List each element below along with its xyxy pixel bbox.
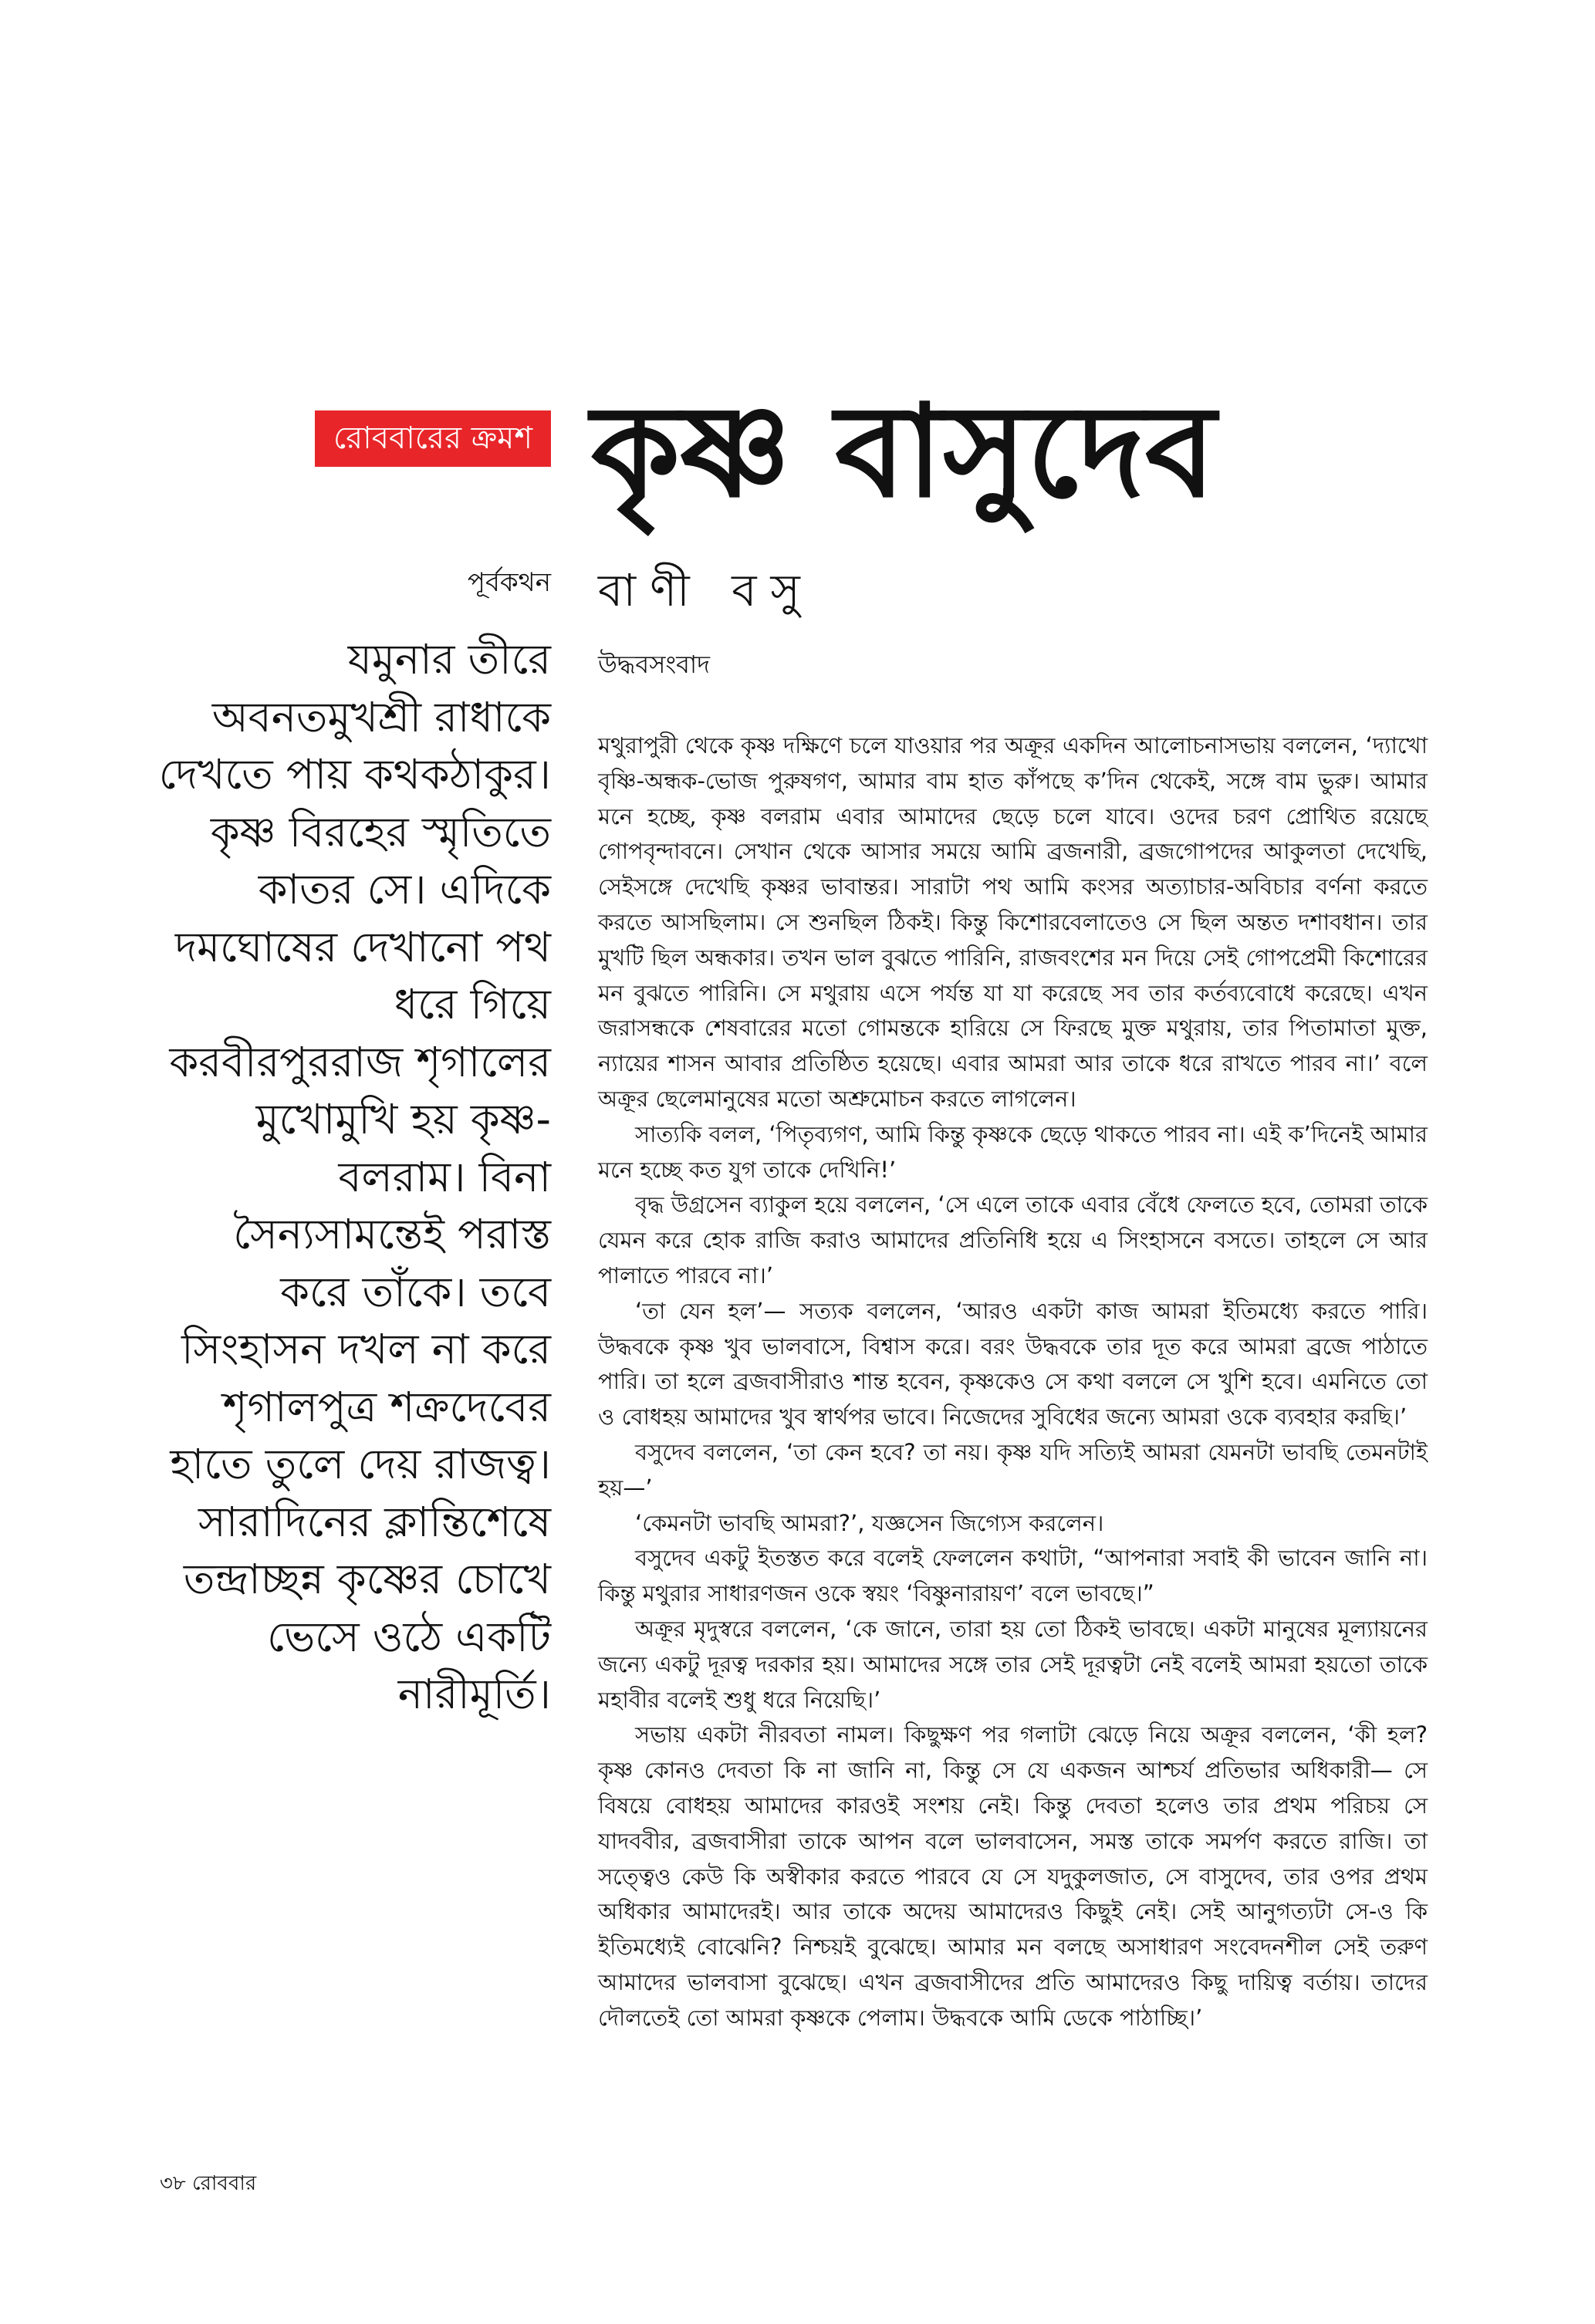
pull-quote-line: কাতর সে। এদিকে (258, 865, 551, 914)
article-title: কৃষ্ণ বাসুদেব (591, 377, 1216, 525)
series-badge: রোববারের ক্রমশ (315, 410, 551, 467)
body-paragraph: মথুরাপুরী থেকে কৃষ্ণ দক্ষিণে চলে যাওয়ার পর অক্রূর একদিন আলোচনাসভায় বললেন, ‘দ্যাখো বৃষ্ণি-অন্ধক-ভোজ পুরুষগণ, আমার বাম হাত কাঁপছে ক’দিন থেকেই, সঙ্গে বাম ভুরু। আমার মনে হচ্ছে, কৃষ্ণ বলরাম এবার আমাদের ছেড়ে চলে যাবে। ওদের চরণ প্রোথিত রয়েছে গোপবৃন্দাবনে। সেখান থেকে আসার সময়ে আমি ব্রজনারী, ব্রজগোপদের আকুলতা দেখেছি, সেইসঙ্গে দেখেছি কৃষ্ণর ভাবান্তর। সারাটা পথ আমি কংসর অত্যাচার-অবিচার বর্ণনা করতে করতে আসছিলাম। সে শুনছিল ঠিকই। কিন্তু কিশোরবেলাতেও সে ছিল অন্তত দশাবধান। তার মুখটি ছিল অন্ধকার। তখন ভাল বুঝতে পারিনি, রাজবংশের মন দিয়ে সেই গোপপ্রেমী কিশোরের মন বুঝতে পারিনি। সে মথুরায় এসে পর্যন্ত যা যা করেছে সব তার কর্তব্যবোধে করেছে। এখন জরাসন্ধকে শেষবারের মতো গোমন্তকে হারিয়ে সে ফিরছে মুক্ত মথুরায়, তার পিতামাতা মুক্ত, ন্যায়ের শাসন আবার প্রতিষ্ঠিত হয়েছে। এবার আমরা আর তাকে ধরে রাখতে পারব না।’ বলে অক্রূর ছেলেমানুষের মতো অশ্রুমোচন করতে লাগলেন। (598, 732, 1428, 1112)
author-name: বাণী বসু (598, 564, 814, 616)
pull-quote-line: সিংহাসন দখল না করে (181, 1325, 551, 1373)
pull-quote-line: কৃষ্ণ বিরহের স্মৃতিতে (210, 807, 551, 856)
pull-quote-line: শৃগালপুত্র শক্রদেবের (222, 1382, 551, 1431)
body-paragraph: সাত্যকি বলল, ‘পিতৃব্যগণ, আমি কিন্তু কৃষ্ণকে ছেড়ে থাকতে পারব না। এই ক’দিনেই আমার মনে হচ্ছে কত যুগ তাকে দেখিনি!’ (598, 1120, 1428, 1183)
pull-quote-line: বলরাম। বিনা (338, 1152, 551, 1201)
pull-quote-line: ভেসে ওঠে একটি (267, 1612, 551, 1661)
pull-quote-line: ধরে গিয়ে (394, 980, 551, 1029)
pull-quote-line: হাতে তুলে দেয় রাজত্ব। (170, 1440, 551, 1488)
pull-quote (119, 631, 551, 1724)
pull-quote-line: অবনতমুখশ্রী রাধাকে (211, 692, 551, 741)
pull-quote-line: সৈন্যসামন্তেই পরাস্ত (233, 1210, 551, 1258)
pull-quote-line: যমুনার তীরে (347, 635, 551, 684)
body-paragraph: ‘তা যেন হল’— সত্যক বললেন, ‘আরও একটা কাজ আমরা ইতিমধ্যে করতে পারি। উদ্ধবকে কৃষ্ণ খুব ভালবাসে, বিশ্বাস করে। বরং উদ্ধবকে তার দূত করে আমরা ব্রজে পাঠাতে পারি। তা হলে ব্রজবাসীরাও শান্ত হবেন, কৃষ্ণকেও সে কথা বললে সে খুশি হবে। এমনিতে তো ও বোধহয় আমাদের খুব স্বার্থপর ভাবে। নিজেদের সুবিধের জন্যে আমরা ওকে ব্যবহার করছি।’ (598, 1297, 1428, 1431)
pull-quote-line: করবীরপুররাজ শৃগালের (169, 1037, 551, 1086)
pull-quote-line: দেখতে পায় কথকঠাকুর। (158, 750, 551, 799)
pull-quote-line: নারীমূর্তি। (397, 1670, 551, 1718)
body-paragraph: অক্রূর মৃদুস্বরে বললেন, ‘কে জানে, তারা হয় তো ঠিকই ভাবছে। একটা মানুষের মূল্যায়নের জন্যে একটু দূরত্ব দরকার হয়। আমাদের সঙ্গে তার সেই দূরত্বটা নেই বলেই আমরা হয়তো তাকে মহাবীর বলেই শুধু ধরে নিয়েছি।’ (598, 1615, 1428, 1713)
body-paragraph: বৃদ্ধ উগ্রসেন ব্যাকুল হয়ে বললেন, ‘সে এলে তাকে এবার বেঁধে ফেলতে হবে, তোমরা তাকে যেমন করে হোক রাজি করাও আমাদের প্রতিনিধি হয়ে এ সিংহাসনে বসতে। তাহলে সে আর পালাতে পারবে না।’ (598, 1191, 1428, 1289)
body-paragraph: বসুদেব বললেন, ‘তা কেন হবে? তা নয়। কৃষ্ণ যদি সত্যিই আমরা যেমনটা ভাবছি তেমনটাই হয়—’ (598, 1438, 1428, 1501)
pull-quote-line: সারাদিনের ক্লান্তিশেষে (198, 1497, 551, 1546)
pull-quote-line: মুখোমুখি হয় কৃষ্ণ- (255, 1095, 551, 1143)
pull-quote-line: তন্দ্রাচ্ছন্ন কৃষ্ণের চোখে (183, 1555, 551, 1603)
pull-quote-line: দমঘোষের দেখানো পথ (174, 922, 551, 971)
body-paragraph: বসুদেব একটু ইতস্তত করে বলেই ফেললেন কথাটা, “আপনারা সবাই কী ভাবেন জানি না। কিন্তু মথুরার সাধারণজন ওকে স্বয়ং ‘বিষ্ণুনারায়ণ’ বলে ভাবছে।” (598, 1545, 1428, 1607)
pull-quote-line: করে তাঁকে। তবে (280, 1267, 551, 1316)
page-footer: ৩৮ রোববার (160, 2172, 257, 2195)
prologue-label: পূর্বকথন (467, 567, 551, 598)
body-paragraph: ‘কেমনটা ভাবছি আমরা?’, যজ্ঞসেন জিগ্যেস করলেন। (635, 1509, 1104, 1536)
section-title: উদ্ধবসংবাদ (598, 650, 711, 679)
body-paragraph: সভায় একটা নীরবতা নামল। কিছুক্ষণ পর গলাটা ঝেড়ে নিয়ে অক্রূর বললেন, ‘কী হল? কৃষ্ণ কোনও দেবতা কি না জানি না, কিন্তু সে যে একজন আশ্চর্য প্রতিভার অধিকারী— সে বিষয়ে বোধহয় আমাদের কারওই সংশয় নেই। কিন্তু দেবতা হলেও তার প্রথম পরিচয় সে যাদববীর, ব্রজবাসীরা তাকে আপন বলে ভালবাসেন, সমস্ত তাকে সমর্পণ করতে রাজি। তা সত্ত্বেও কেউ কি অস্বীকার করতে পারবে যে সে যদুকুলজাত, সে বাসুদেব, তার ওপর প্রথম অধিকার আমাদেরই। আর তাকে অদেয় আমাদেরও কিছুই নেই। সেই আনুগত্যটা সে-ও কি ইতিমধ্যেই বোঝেনি? নিশ্চয়ই বুঝেছে। আমার মন বলছে অসাধারণ সংবেদনশীল সেই তরুণ আমাদের ভালবাসা বুঝেছে। এখন ব্রজবাসীদের প্রতি আমাদেরও কিছু দায়িত্ব বর্তায়। তাদের দৌলতেই তো আমরা কৃষ্ণকে পেলাম। উদ্ধবকে আমি ডেকে পাঠাচ্ছি।’ (598, 1721, 1428, 2031)
article-body (598, 728, 1428, 2035)
